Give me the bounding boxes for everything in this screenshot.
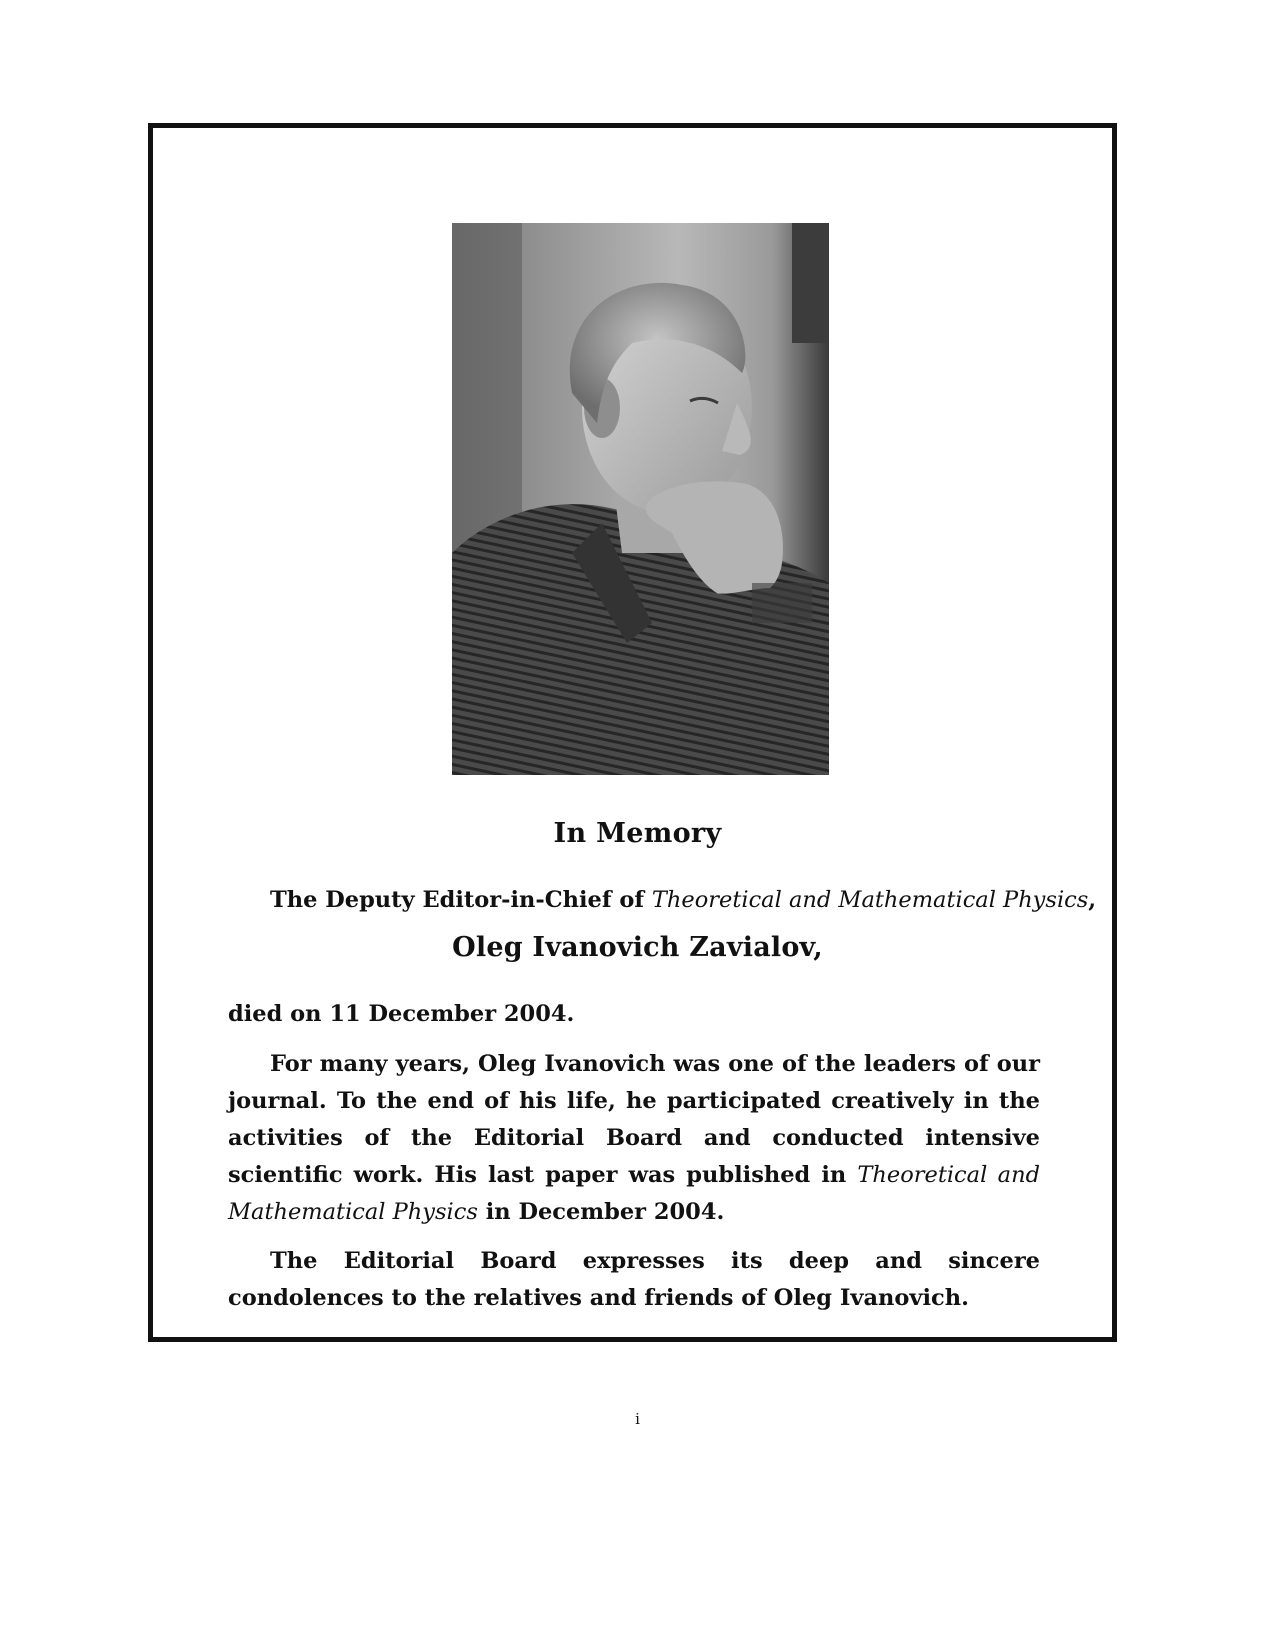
paragraph-tribute — [228, 1046, 1040, 1231]
portrait-photo — [452, 223, 829, 775]
deputy-suffix: , — [1088, 887, 1097, 913]
paragraph1-journal: Theoretical and Mathematical Physics — [228, 1162, 1040, 1225]
memorial-heading: In Memory — [553, 818, 722, 849]
paragraph1-text: For many years, Oleg Ivanovich was one of the leaders of our journal. To the end of his life, he participated creatively in the activities of the Editorial Board and conducted intensive scientific work. His last paper was published in — [228, 1051, 1040, 1188]
page-number: i — [635, 1410, 640, 1428]
died-line: died on 11 December 2004. — [228, 1001, 575, 1027]
deputy-editor-line — [270, 887, 1100, 913]
person-name: Oleg Ivanovich Zavialov, — [452, 932, 823, 963]
paragraph1-end: in December 2004. — [477, 1199, 725, 1225]
journal-name: Theoretical and Mathematical Physics — [651, 887, 1089, 913]
paragraph-condolences: The Editorial Board expresses its deep and sincere condolences to the relatives and friends of Oleg Ivanovich. — [228, 1248, 1040, 1311]
deputy-prefix: The Deputy Editor-in-Chief of — [270, 887, 652, 913]
